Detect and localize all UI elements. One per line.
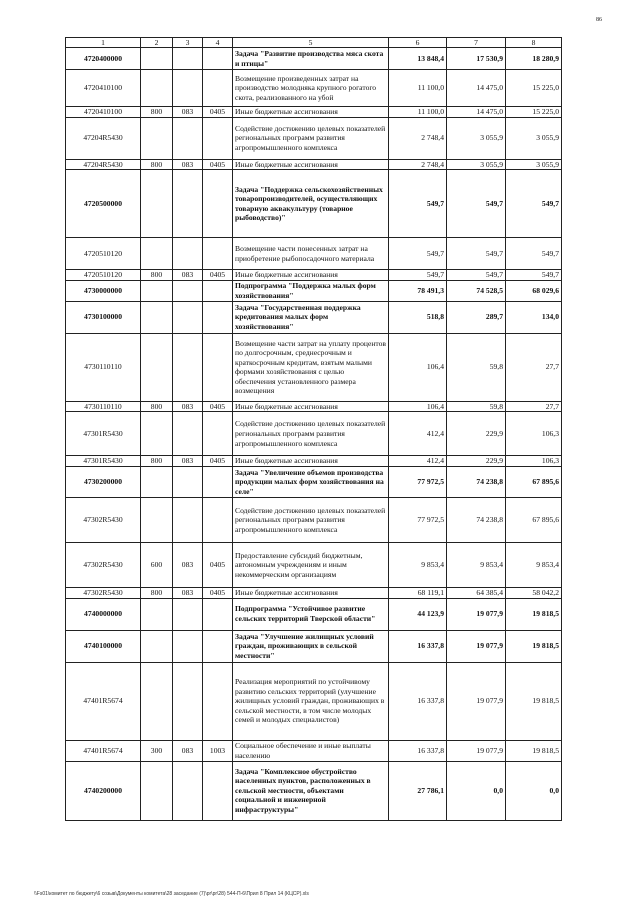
admin-code-cell: [173, 280, 203, 301]
amount-year3-cell: 18 280,9: [506, 48, 562, 70]
table-row: [66, 497, 562, 542]
amount-year3-cell: 3 055,9: [506, 117, 562, 159]
header-row: [66, 38, 562, 48]
description-cell: Предоставление субсидий бюджетным, автономным учреждениям и иным некоммерческим организациям: [233, 542, 389, 587]
section-code-cell: [203, 497, 233, 542]
table-row: [66, 170, 562, 238]
admin-code-cell: [173, 412, 203, 456]
admin-code-cell: [173, 497, 203, 542]
description-cell: Возмещение произведенных затрат на производство молодняка крупного рогатого скота, реализованного на убой: [233, 70, 389, 107]
header-cell: 5: [233, 38, 389, 48]
description-cell: Иные бюджетные ассигнования: [233, 456, 389, 467]
section-code-cell: [203, 333, 233, 401]
amount-year3-cell: 9 853,4: [506, 542, 562, 587]
section-code-cell: 0405: [203, 587, 233, 598]
description-cell: Реализация мероприятий по устойчивому развитию сельских территорий (улучшение жилищных условий граждан, проживающих в сельской местности, в том числе молодых семей и молодых специалистов): [233, 662, 389, 740]
description-cell: Возмещение части понесенных затрат на приобретение рыбопосадочного материала: [233, 238, 389, 270]
table-row: [66, 117, 562, 159]
amount-year2-cell: 19 077,9: [447, 662, 506, 740]
expense-type-cell: 800: [141, 401, 173, 412]
kbk-code-cell: 4730110110: [66, 401, 141, 412]
amount-year1-cell: 518,8: [389, 301, 447, 333]
table-row: [66, 48, 562, 70]
table-row: [66, 761, 562, 820]
table-row: [66, 587, 562, 598]
amount-year1-cell: 106,4: [389, 401, 447, 412]
section-code-cell: 0405: [203, 542, 233, 587]
amount-year3-cell: 58 042,2: [506, 587, 562, 598]
section-code-cell: [203, 466, 233, 497]
amount-year3-cell: 549,7: [506, 170, 562, 238]
amount-year1-cell: 549,7: [389, 170, 447, 238]
expense-type-cell: [141, 170, 173, 238]
expense-type-cell: 300: [141, 740, 173, 761]
section-code-cell: [203, 662, 233, 740]
amount-year3-cell: 27,7: [506, 401, 562, 412]
admin-code-cell: 083: [173, 270, 203, 281]
amount-year3-cell: 67 895,6: [506, 497, 562, 542]
header-cell: 8: [506, 38, 562, 48]
amount-year2-cell: 229,9: [447, 412, 506, 456]
header-cell: 4: [203, 38, 233, 48]
expense-type-cell: [141, 301, 173, 333]
description-cell: Иные бюджетные ассигнования: [233, 587, 389, 598]
section-code-cell: 1003: [203, 740, 233, 761]
amount-year2-cell: 3 055,9: [447, 117, 506, 159]
amount-year2-cell: 59,8: [447, 333, 506, 401]
section-code-cell: [203, 301, 233, 333]
description-cell: Содействие достижению целевых показателей региональных программ развития агропромышленного комплекса: [233, 497, 389, 542]
admin-code-cell: [173, 598, 203, 630]
amount-year2-cell: 14 475,0: [447, 70, 506, 107]
description-cell: Задача "Государственная поддержка кредитования малых форм хозяйствования": [233, 301, 389, 333]
section-code-cell: [203, 280, 233, 301]
description-cell: Подпрограмма "Поддержка малых форм хозяйствования": [233, 280, 389, 301]
kbk-code-cell: 4730110110: [66, 333, 141, 401]
kbk-code-cell: 47401R5674: [66, 740, 141, 761]
description-cell: Социальное обеспечение и иные выплаты населению: [233, 740, 389, 761]
section-code-cell: 0405: [203, 456, 233, 467]
amount-year2-cell: 74 238,8: [447, 466, 506, 497]
description-cell: Задача "Поддержка сельскохозяйственных товаропроизводителей, осуществляющих товарную аквакультуру (товарное рыбоводство)": [233, 170, 389, 238]
table-row: [66, 301, 562, 333]
expense-type-cell: [141, 466, 173, 497]
section-code-cell: 0405: [203, 401, 233, 412]
section-code-cell: 0405: [203, 107, 233, 118]
amount-year2-cell: 549,7: [447, 238, 506, 270]
section-code-cell: [203, 48, 233, 70]
admin-code-cell: [173, 301, 203, 333]
amount-year3-cell: 15 225,0: [506, 70, 562, 107]
kbk-code-cell: 47301R5430: [66, 412, 141, 456]
table-row: [66, 280, 562, 301]
description-cell: Иные бюджетные ассигнования: [233, 401, 389, 412]
admin-code-cell: 083: [173, 740, 203, 761]
table-row: [66, 270, 562, 281]
amount-year3-cell: 106,3: [506, 456, 562, 467]
description-cell: Возмещение части затрат на уплату процентов по долгосрочным, среднесрочным и краткосрочным кредитам, взятым малыми формами хозяйствования с целью обеспечения установленного размера возмещения: [233, 333, 389, 401]
description-cell: Содействие достижению целевых показателей региональных программ развития агропромышленного комплекса: [233, 117, 389, 159]
amount-year3-cell: 68 029,6: [506, 280, 562, 301]
kbk-code-cell: 4740100000: [66, 630, 141, 662]
expense-type-cell: [141, 598, 173, 630]
section-code-cell: [203, 761, 233, 820]
expense-type-cell: [141, 117, 173, 159]
amount-year1-cell: 549,7: [389, 270, 447, 281]
kbk-code-cell: 4720400000: [66, 48, 141, 70]
admin-code-cell: [173, 48, 203, 70]
kbk-code-cell: 47302R5430: [66, 542, 141, 587]
admin-code-cell: [173, 117, 203, 159]
admin-code-cell: [173, 761, 203, 820]
amount-year3-cell: 19 818,5: [506, 740, 562, 761]
amount-year1-cell: 2 748,4: [389, 117, 447, 159]
description-cell: Задача "Развитие производства мяса скота и птицы": [233, 48, 389, 70]
amount-year2-cell: 289,7: [447, 301, 506, 333]
amount-year1-cell: 16 337,8: [389, 630, 447, 662]
amount-year2-cell: 3 055,9: [447, 159, 506, 170]
budget-table: [65, 37, 562, 821]
amount-year1-cell: 78 491,3: [389, 280, 447, 301]
section-code-cell: [203, 598, 233, 630]
table-row: [66, 598, 562, 630]
amount-year2-cell: 549,7: [447, 270, 506, 281]
amount-year2-cell: 74 528,5: [447, 280, 506, 301]
amount-year3-cell: 0,0: [506, 761, 562, 820]
expense-type-cell: [141, 497, 173, 542]
table-row: [66, 107, 562, 118]
amount-year2-cell: 74 238,8: [447, 497, 506, 542]
kbk-code-cell: 4730100000: [66, 301, 141, 333]
amount-year1-cell: 11 100,0: [389, 107, 447, 118]
expense-type-cell: 800: [141, 456, 173, 467]
amount-year3-cell: 19 818,5: [506, 662, 562, 740]
amount-year1-cell: 16 337,8: [389, 740, 447, 761]
kbk-code-cell: 4730200000: [66, 466, 141, 497]
amount-year3-cell: 134,0: [506, 301, 562, 333]
amount-year1-cell: 9 853,4: [389, 542, 447, 587]
table-row: [66, 70, 562, 107]
admin-code-cell: [173, 170, 203, 238]
kbk-code-cell: 47301R5430: [66, 456, 141, 467]
table-row: [66, 542, 562, 587]
amount-year1-cell: 11 100,0: [389, 70, 447, 107]
amount-year2-cell: 59,8: [447, 401, 506, 412]
expense-type-cell: [141, 238, 173, 270]
table-row: [66, 630, 562, 662]
kbk-code-cell: 4740200000: [66, 761, 141, 820]
header-cell: 3: [173, 38, 203, 48]
description-cell: Задача "Улучшение жилищных условий граждан, проживающих в сельской местности": [233, 630, 389, 662]
admin-code-cell: [173, 466, 203, 497]
amount-year3-cell: 27,7: [506, 333, 562, 401]
amount-year2-cell: 19 077,9: [447, 740, 506, 761]
amount-year2-cell: 19 077,9: [447, 598, 506, 630]
kbk-code-cell: 4720510120: [66, 270, 141, 281]
amount-year2-cell: 17 530,9: [447, 48, 506, 70]
kbk-code-cell: 47204R5430: [66, 117, 141, 159]
section-code-cell: [203, 412, 233, 456]
header-cell: 7: [447, 38, 506, 48]
kbk-code-cell: 4720510120: [66, 238, 141, 270]
kbk-code-cell: 4740000000: [66, 598, 141, 630]
admin-code-cell: 083: [173, 456, 203, 467]
admin-code-cell: 083: [173, 107, 203, 118]
amount-year1-cell: 412,4: [389, 412, 447, 456]
table-row: [66, 159, 562, 170]
expense-type-cell: 600: [141, 542, 173, 587]
amount-year3-cell: 67 895,6: [506, 466, 562, 497]
table-row: [66, 333, 562, 401]
expense-type-cell: [141, 280, 173, 301]
table-row: [66, 238, 562, 270]
admin-code-cell: [173, 630, 203, 662]
admin-code-cell: 083: [173, 159, 203, 170]
section-code-cell: [203, 117, 233, 159]
admin-code-cell: [173, 238, 203, 270]
amount-year1-cell: 44 123,9: [389, 598, 447, 630]
header-cell: 1: [66, 38, 141, 48]
kbk-code-cell: 4720500000: [66, 170, 141, 238]
header-cell: 6: [389, 38, 447, 48]
amount-year1-cell: 412,4: [389, 456, 447, 467]
section-code-cell: [203, 630, 233, 662]
expense-type-cell: [141, 662, 173, 740]
amount-year3-cell: 19 818,5: [506, 598, 562, 630]
amount-year2-cell: 0,0: [447, 761, 506, 820]
amount-year2-cell: 549,7: [447, 170, 506, 238]
amount-year1-cell: 16 337,8: [389, 662, 447, 740]
expense-type-cell: 800: [141, 587, 173, 598]
admin-code-cell: [173, 70, 203, 107]
amount-year1-cell: 68 119,1: [389, 587, 447, 598]
file-path-footer: \\Fs01\комитет по бюджету\6 созыв\Документы комитета\28 заседание (7)\pr\pr\28) 544-П-6\Прил 8 Прил 14 (КЦСР).xls: [34, 891, 309, 897]
admin-code-cell: 083: [173, 587, 203, 598]
kbk-code-cell: 47302R5430: [66, 497, 141, 542]
kbk-code-cell: 47401R5674: [66, 662, 141, 740]
kbk-code-cell: 4720410100: [66, 107, 141, 118]
description-cell: Задача "Комплексное обустройство населенных пунктов, расположенных в сельской местности, объектами социальной и инженерной инфраструктуры": [233, 761, 389, 820]
kbk-code-cell: 47302R5430: [66, 587, 141, 598]
admin-code-cell: [173, 662, 203, 740]
amount-year3-cell: 3 055,9: [506, 159, 562, 170]
table-row: [66, 466, 562, 497]
expense-type-cell: [141, 412, 173, 456]
admin-code-cell: [173, 333, 203, 401]
section-code-cell: [203, 238, 233, 270]
amount-year3-cell: 106,3: [506, 412, 562, 456]
expense-type-cell: [141, 630, 173, 662]
amount-year2-cell: 64 385,4: [447, 587, 506, 598]
expense-type-cell: [141, 70, 173, 107]
description-cell: Иные бюджетные ассигнования: [233, 159, 389, 170]
kbk-code-cell: 4720410100: [66, 70, 141, 107]
admin-code-cell: 083: [173, 401, 203, 412]
amount-year1-cell: 106,4: [389, 333, 447, 401]
table-row: [66, 740, 562, 761]
amount-year1-cell: 77 972,5: [389, 466, 447, 497]
section-code-cell: [203, 70, 233, 107]
table-row: [66, 456, 562, 467]
description-cell: Иные бюджетные ассигнования: [233, 107, 389, 118]
description-cell: Подпрограмма "Устойчивое развитие сельских территорий Тверской области": [233, 598, 389, 630]
amount-year3-cell: 549,7: [506, 238, 562, 270]
amount-year1-cell: 13 848,4: [389, 48, 447, 70]
table-body: [66, 38, 562, 821]
amount-year3-cell: 19 818,5: [506, 630, 562, 662]
table-row: [66, 662, 562, 740]
section-code-cell: 0405: [203, 270, 233, 281]
amount-year1-cell: 2 748,4: [389, 159, 447, 170]
kbk-code-cell: 47204R5430: [66, 159, 141, 170]
section-code-cell: [203, 170, 233, 238]
description-cell: Иные бюджетные ассигнования: [233, 270, 389, 281]
amount-year1-cell: 27 786,1: [389, 761, 447, 820]
amount-year1-cell: 77 972,5: [389, 497, 447, 542]
expense-type-cell: [141, 48, 173, 70]
kbk-code-cell: 4730000000: [66, 280, 141, 301]
table-row: [66, 412, 562, 456]
admin-code-cell: 083: [173, 542, 203, 587]
header-cell: 2: [141, 38, 173, 48]
amount-year2-cell: 9 853,4: [447, 542, 506, 587]
amount-year2-cell: 14 475,0: [447, 107, 506, 118]
amount-year2-cell: 19 077,9: [447, 630, 506, 662]
expense-type-cell: [141, 333, 173, 401]
amount-year2-cell: 229,9: [447, 456, 506, 467]
expense-type-cell: 800: [141, 159, 173, 170]
page-number: 86: [596, 17, 602, 23]
description-cell: Содействие достижению целевых показателей региональных программ развития агропромышленного комплекса: [233, 412, 389, 456]
description-cell: Задача "Увеличение объемов производства продукции малых форм хозяйствования на селе": [233, 466, 389, 497]
amount-year3-cell: 15 225,0: [506, 107, 562, 118]
expense-type-cell: 800: [141, 270, 173, 281]
table-row: [66, 401, 562, 412]
amount-year1-cell: 549,7: [389, 238, 447, 270]
expense-type-cell: [141, 761, 173, 820]
amount-year3-cell: 549,7: [506, 270, 562, 281]
expense-type-cell: 800: [141, 107, 173, 118]
section-code-cell: 0405: [203, 159, 233, 170]
